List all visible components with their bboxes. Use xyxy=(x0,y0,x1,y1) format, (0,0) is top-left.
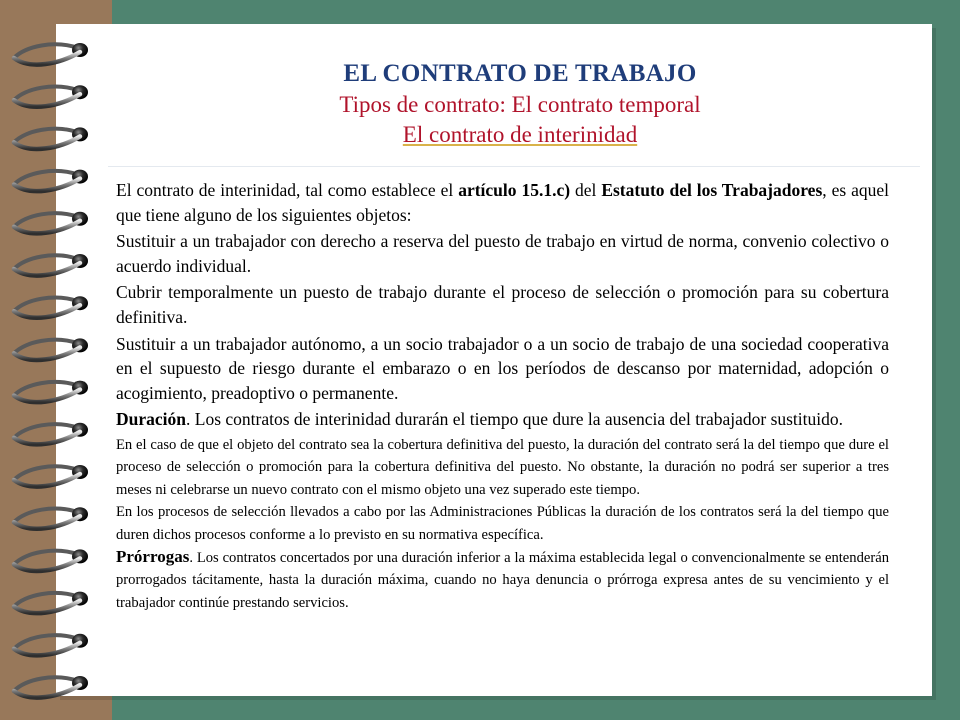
spiral-ring xyxy=(14,465,88,487)
object-item-3: Sustituir a un trabajador autónomo, a un socio trabajador o a un socio de trabajo de una sociedad cooperativa en el supuesto de riesgo durante el embarazo o en los períodos de descanso por maternidad, adopción o acogimiento, preadoptivo o permanente. xyxy=(116,333,889,403)
prorrogas-label: Prórrogas xyxy=(116,546,190,566)
page-title: EL CONTRATO DE TRABAJO xyxy=(343,60,697,87)
section-title: El contrato de interinidad xyxy=(402,122,638,147)
page-subtitle: Tipos de contrato: El contrato temporal xyxy=(339,92,701,117)
article-reference: artículo 15.1.c) xyxy=(458,180,571,200)
spiral-ring xyxy=(14,592,88,614)
spiral-ring xyxy=(14,676,88,698)
spiral-ring xyxy=(14,127,88,149)
spiral-ring xyxy=(14,170,88,192)
object-item-2: Cubrir temporalmente un puesto de trabajo durante el proceso de selección o promoción para su cobertura definitiva. xyxy=(116,282,889,327)
intro-paragraph xyxy=(116,178,889,227)
spiral-ring xyxy=(14,634,88,656)
statute-reference: Estatuto del los Trabajadores xyxy=(601,180,823,200)
intro-text-mid: del xyxy=(575,180,597,200)
spiral-ring xyxy=(14,254,88,276)
spiral-ring xyxy=(14,296,88,318)
spiral-ring xyxy=(14,43,88,65)
prorrogas-paragraph xyxy=(116,546,889,614)
duracion-note-2: En los procesos de selección llevados a cabo por las Administraciones Públicas la duración de los contratos será la del tiempo que duren dichos procesos conforme a lo previsto en su normativa específica. xyxy=(116,504,889,543)
object-item-1: Sustituir a un trabajador con derecho a reserva del puesto de trabajo en virtud de norma, convenio colectivo o acuerdo individual. xyxy=(116,231,889,276)
duracion-label: Duración xyxy=(116,409,186,430)
intro-text-end: , es aquel que tiene alguno de los siguientes objetos: xyxy=(116,180,889,225)
spiral-ring xyxy=(14,507,88,529)
prorrogas-text: . Los contratos concertados por una duración inferior a la máxima establecida legal o convencionalmente se entenderán prorrogados tácitamente, hasta la duración máxima, cuando no haya denuncia o prórroga expresa antes de su vencimiento y el trabajador continúe prestando servicios. xyxy=(116,549,889,611)
spiral-ring xyxy=(14,381,88,403)
duracion-paragraph xyxy=(116,407,889,432)
divider-line xyxy=(108,166,920,167)
spiral-ring xyxy=(14,549,88,571)
duracion-note-1: En el caso de que el objeto del contrato sea la cobertura definitiva del puesto, la duración del contrato será la del tiempo que dure el proceso de selección o promoción para la cobertura definitiva del puesto. No obstante, la duración no podrá ser superior a tres meses ni celebrarse un nuevo contrato con el mismo objeto una vez superado este tiempo. xyxy=(116,436,889,498)
duracion-text: . Los contratos de interinidad durarán el tiempo que dure la ausencia del trabajador sustituido. xyxy=(186,409,844,430)
title-block xyxy=(110,58,930,150)
body-text xyxy=(116,178,889,614)
spiral-ring xyxy=(14,338,88,360)
intro-text: El contrato de interinidad, tal como establece el xyxy=(116,180,454,200)
spiral-ring xyxy=(14,212,88,234)
spiral-ring xyxy=(14,423,88,445)
spiral-ring xyxy=(14,85,88,107)
spiral-binding xyxy=(0,20,110,710)
